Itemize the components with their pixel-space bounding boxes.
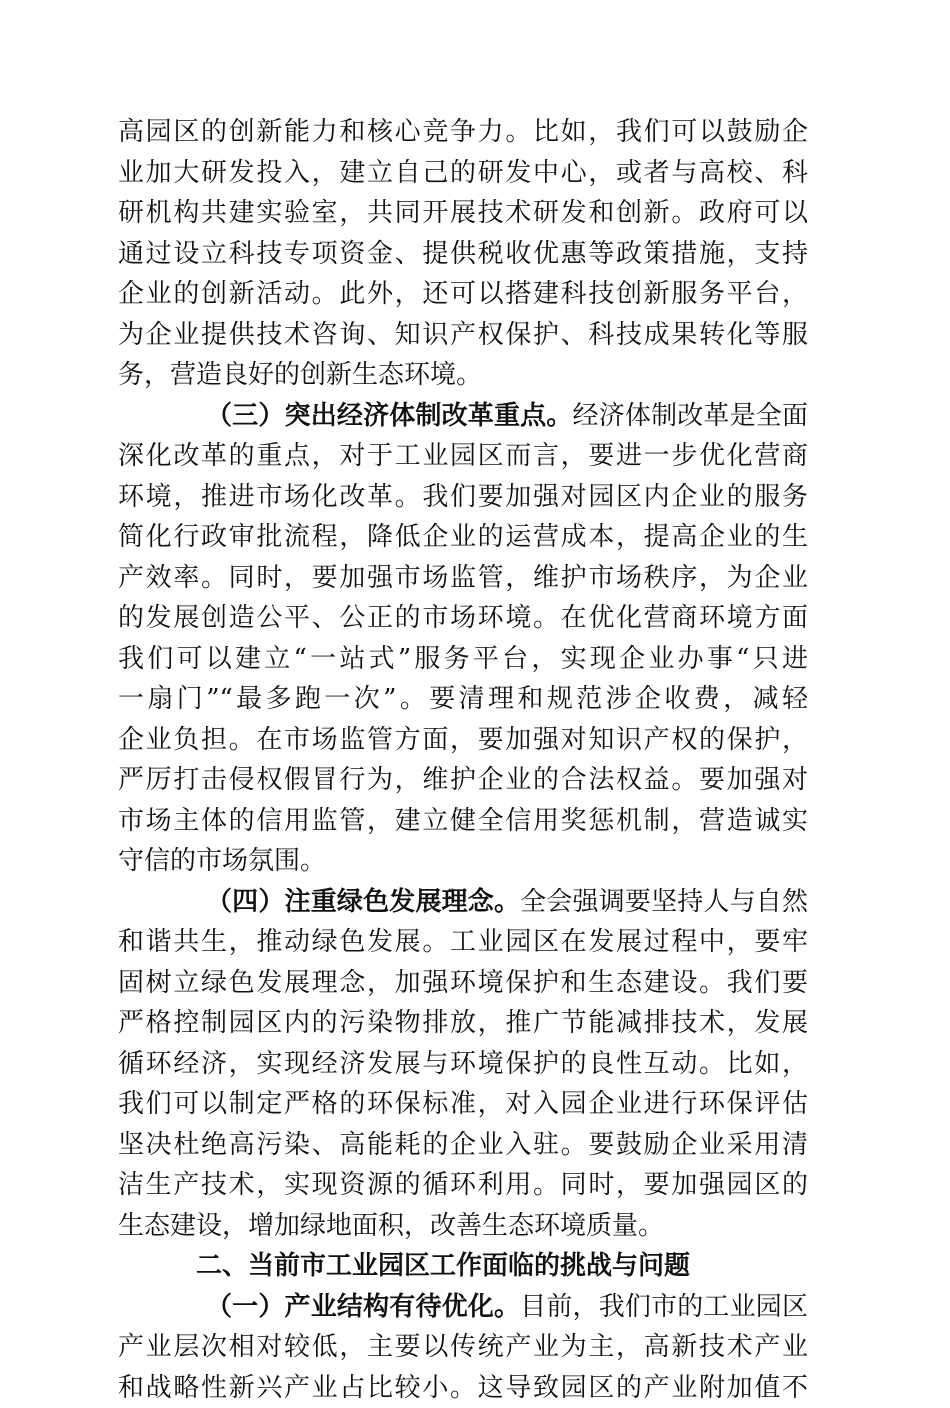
text-line: 产效率。同时，要加强市场监管，维护市场秩序，为企业 xyxy=(118,558,808,599)
text-line: 业加大研发投入，建立自己的研发中心，或者与高校、科 xyxy=(118,153,808,194)
text-line: 企业的创新活动。此外，还可以搭建科技创新服务平台， xyxy=(118,274,808,315)
section-heading: 二、当前市工业园区工作面临的挑战与问题 xyxy=(118,1246,808,1287)
text-line: 深化改革的重点，对于工业园区而言，要进一步优化营商 xyxy=(118,436,808,477)
text-line: 生态建设，增加绿地面积，改善生态环境质量。 xyxy=(118,1206,808,1247)
paragraph-lead-rest: 全会强调要坚持人与自然 xyxy=(520,887,808,917)
paragraph-lead-bold: （一）产业结构有待优化。 xyxy=(206,1292,520,1322)
paragraph-lead-rest: 经济体制改革是全面 xyxy=(573,401,808,431)
text-line: 务，营造良好的创新生态环境。 xyxy=(118,355,808,396)
text-line: 为企业提供技术咨询、知识产权保护、科技成果转化等服 xyxy=(118,315,808,356)
paragraph-innovation-continuation xyxy=(118,112,808,396)
paragraph-first-line xyxy=(118,396,808,437)
paragraph-first-line xyxy=(118,882,808,923)
text-line: 守信的市场氛围。 xyxy=(118,841,808,882)
text-line: 企业负担。在市场监管方面，要加强对知识产权的保护， xyxy=(118,720,808,761)
paragraph-economic-reform xyxy=(118,396,808,882)
text-line: 高园区的创新能力和核心竞争力。比如，我们可以鼓励企 xyxy=(118,112,808,153)
document-body xyxy=(118,112,808,1408)
text-line: 我们可以建立“一站式”服务平台，实现企业办事“只进 xyxy=(118,639,808,680)
text-line: 洁生产技术，实现资源的循环利用。同时，要加强园区的 xyxy=(118,1165,808,1206)
text-line: 简化行政审批流程，降低企业的运营成本，提高企业的生 xyxy=(118,517,808,558)
paragraph-lead-rest: 目前，我们市的工业园区 xyxy=(520,1292,808,1322)
text-line: 和战略性新兴产业占比较小。这导致园区的产业附加值不 xyxy=(118,1368,808,1408)
text-line: 循环经济，实现经济发展与环境保护的良性互动。比如， xyxy=(118,1044,808,1085)
paragraph-lead-bold: （三）突出经济体制改革重点。 xyxy=(206,401,573,431)
text-line: 坚决杜绝高污染、高能耗的企业入驻。要鼓励企业采用清 xyxy=(118,1125,808,1166)
text-line: 通过设立科技专项资金、提供税收优惠等政策措施，支持 xyxy=(118,234,808,275)
text-line: 固树立绿色发展理念，加强环境保护和生态建设。我们要 xyxy=(118,963,808,1004)
paragraph-green-development xyxy=(118,882,808,1247)
text-line: 研机构共建实验室，共同开展技术研发和创新。政府可以 xyxy=(118,193,808,234)
text-line: 的发展创造公平、公正的市场环境。在优化营商环境方面 xyxy=(118,598,808,639)
text-line: 我们可以制定严格的环保标准，对入园企业进行环保评估 xyxy=(118,1084,808,1125)
paragraph-industrial-structure xyxy=(118,1287,808,1408)
text-line: 严厉打击侵权假冒行为，维护企业的合法权益。要加强对 xyxy=(118,760,808,801)
text-line: 和谐共生，推动绿色发展。工业园区在发展过程中，要牢 xyxy=(118,922,808,963)
text-line: 环境，推进市场化改革。我们要加强对园区内企业的服务 xyxy=(118,477,808,518)
paragraph-first-line xyxy=(118,1287,808,1328)
paragraph-lead-bold: （四）注重绿色发展理念。 xyxy=(206,887,520,917)
text-line: 产业层次相对较低，主要以传统产业为主，高新技术产业 xyxy=(118,1327,808,1368)
text-line: 一扇门”“最多跑一次”。要清理和规范涉企收费，减轻 xyxy=(118,679,808,720)
text-line: 市场主体的信用监管，建立健全信用奖惩机制，营造诚实 xyxy=(118,801,808,842)
text-line: 严格控制园区内的污染物排放，推广节能减排技术，发展 xyxy=(118,1003,808,1044)
